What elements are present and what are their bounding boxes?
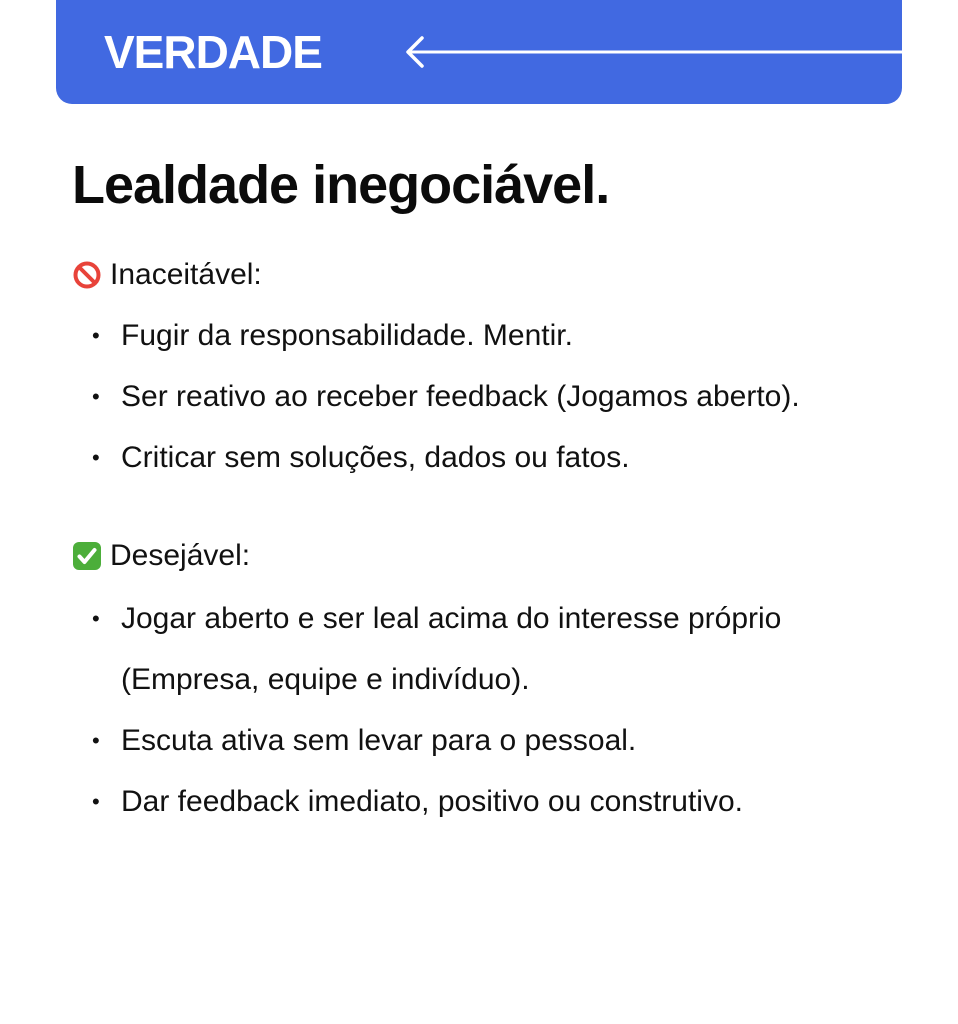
section-heading-text: Inaceitável:	[110, 258, 262, 291]
bullet-dot: •	[92, 323, 100, 348]
arrow-left-icon	[402, 32, 902, 72]
list-item	[88, 366, 908, 427]
bullet-dot: •	[92, 728, 100, 753]
check-mark-button-icon	[72, 541, 102, 571]
unacceptable-list	[88, 305, 908, 488]
section-heading-unacceptable	[72, 255, 262, 295]
desirable-list	[88, 588, 908, 832]
bullet-dot: •	[92, 606, 100, 631]
list-item-text: Fugir da responsabilidade. Mentir.	[121, 319, 573, 352]
page-title: Lealdade inegociável.	[72, 155, 610, 215]
list-item-text: Ser reativo ao receber feedback (Jogamos aberto).	[121, 380, 800, 413]
list-item-text: Dar feedback imediato, positivo ou construtivo.	[121, 785, 743, 818]
list-item	[88, 710, 908, 771]
list-item	[88, 771, 908, 832]
bullet-dot: •	[92, 445, 100, 470]
list-item-text: Jogar aberto e ser leal acima do interesse próprio (Empresa, equipe e indivíduo).	[121, 602, 782, 696]
list-item-text: Escuta ativa sem levar para o pessoal.	[121, 724, 637, 757]
header-banner	[56, 0, 902, 104]
list-item	[88, 427, 908, 488]
section-heading-desirable	[72, 536, 250, 576]
bullet-dot: •	[92, 789, 100, 814]
list-item	[88, 588, 908, 710]
banner-label: VERDADE	[104, 26, 322, 78]
prohibited-icon	[72, 260, 102, 290]
bullet-dot: •	[92, 384, 100, 409]
list-item-text: Criticar sem soluções, dados ou fatos.	[121, 441, 630, 474]
list-item	[88, 305, 908, 366]
section-heading-text: Desejável:	[110, 539, 251, 572]
